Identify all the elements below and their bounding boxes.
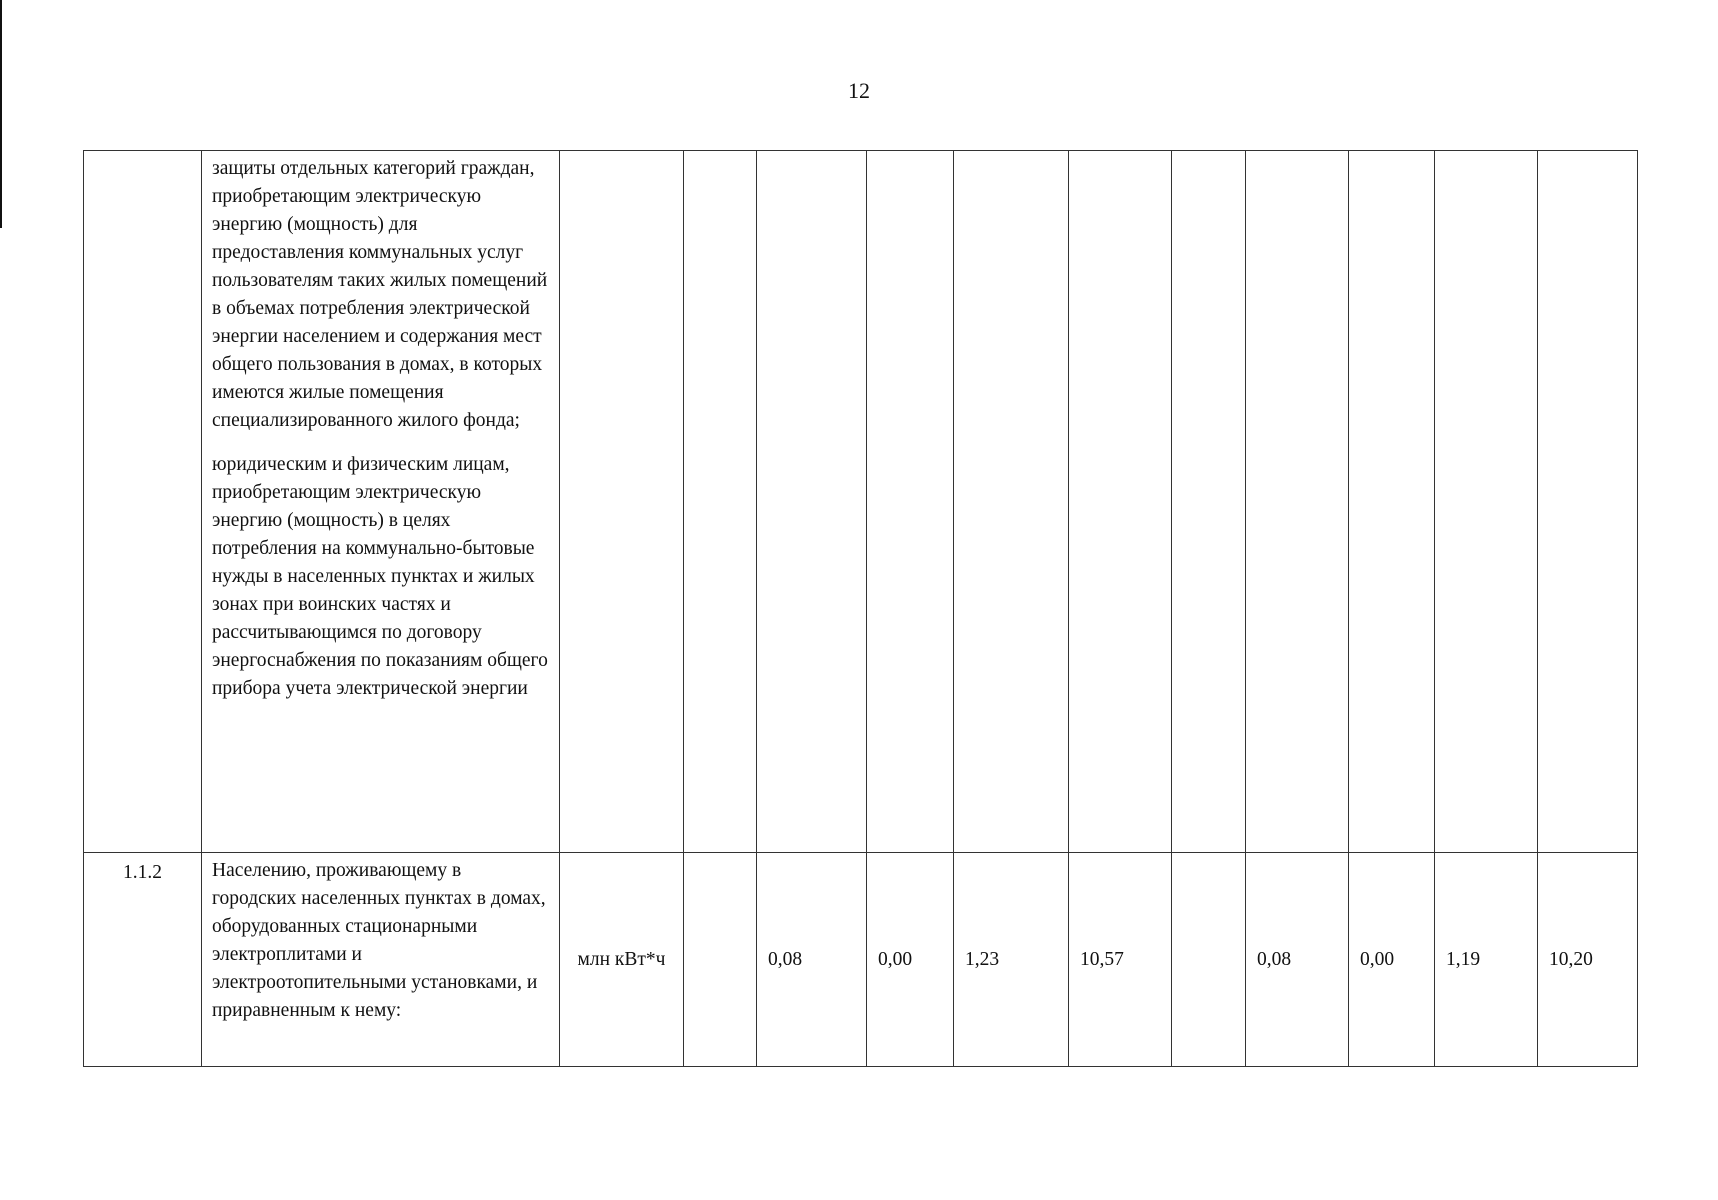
- value-cell: 10,57: [1069, 853, 1172, 1067]
- value-cell: [1246, 151, 1349, 853]
- value-cell: 1,23: [954, 853, 1069, 1067]
- value-cell: [954, 151, 1069, 853]
- value-cell: [867, 151, 954, 853]
- page-number: 12: [848, 78, 870, 103]
- row-code-cell: 1.1.2: [84, 853, 202, 1067]
- table-row: [84, 151, 1638, 853]
- value-cell: [1538, 151, 1638, 853]
- value-cell: 0,08: [757, 853, 867, 1067]
- tariff-table: [83, 150, 1638, 1067]
- value-cell: 0,00: [867, 853, 954, 1067]
- value-cell: [1172, 151, 1246, 853]
- description-paragraph: защиты отдельных категорий граждан, приобретающим электрическую энергию (мощность) для предоставления коммунальных услуг пользователям таких жилых помещений в объемах потребления электрической энергии населением и содержания мест общего пользования в домах, в которых имеются жилые помещения специализированного жилого фонда;: [212, 158, 548, 431]
- unit-cell: млн кВт*ч: [560, 853, 684, 1067]
- table-row: [84, 853, 1638, 1067]
- description-paragraph: юридическим и физическим лицам, приобретающим электрическую энергию (мощность) в целях потребления на коммунально-бытовые нужды в населенных пунктах и жилых зонах при воинских частях и рассчитывающимся по договору энергоснабжения по показаниям общего прибора учета электрической энергии: [212, 454, 548, 699]
- unit-cell: [560, 151, 684, 853]
- row-description-cell: [202, 853, 560, 1067]
- value-cell: [757, 151, 867, 853]
- value-cell: 0,00: [1349, 853, 1435, 1067]
- value-cell: [684, 151, 757, 853]
- scan-edge-mark: [0, 0, 2, 228]
- value-cell: [684, 853, 757, 1067]
- value-cell: 10,20: [1538, 853, 1638, 1067]
- value-cell: [1435, 151, 1538, 853]
- row-code-cell: [84, 151, 202, 853]
- value-cell: 1,19: [1435, 853, 1538, 1067]
- value-cell: [1069, 151, 1172, 853]
- row-description-cell: [202, 151, 560, 853]
- value-cell: [1349, 151, 1435, 853]
- description-paragraph: Населению, проживающему в городских населенных пунктах в домах, оборудованных стационарными электроплитами и электроотопительными установками, и приравненным к нему:: [212, 860, 546, 1021]
- value-cell: 0,08: [1246, 853, 1349, 1067]
- value-cell: [1172, 853, 1246, 1067]
